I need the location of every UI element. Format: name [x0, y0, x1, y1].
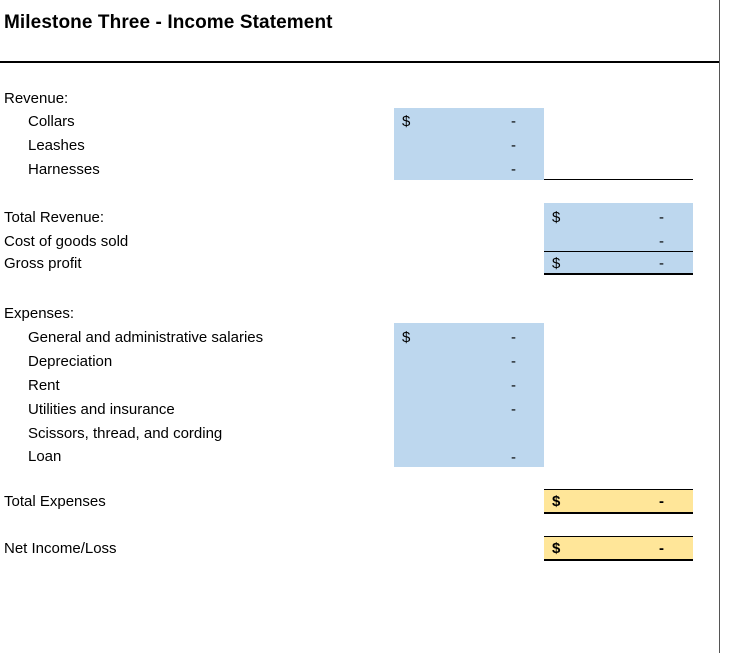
net-income-currency: $: [552, 540, 561, 557]
cogs-label: Cost of goods sold: [4, 233, 129, 250]
page-title: Milestone Three - Income Statement: [4, 12, 333, 33]
expense-utilities-value[interactable]: -: [511, 401, 516, 418]
expense-label-rent: Rent: [28, 377, 60, 394]
total-revenue-label: Total Revenue:: [4, 209, 105, 226]
total-revenue-currency: $: [552, 209, 561, 226]
revenue-underline: [544, 179, 693, 180]
expense-label-supplies: Scissors, thread, and cording: [28, 425, 223, 442]
total-expenses-bottom-border: [544, 512, 693, 514]
expense-rent-value[interactable]: -: [511, 377, 516, 394]
revenue-label-collars: Collars: [28, 113, 75, 130]
gross-profit-double-underline: [544, 273, 693, 275]
revenue-leashes-value[interactable]: -: [511, 137, 516, 154]
total-expenses-value[interactable]: -: [659, 493, 664, 510]
gross-profit-label: Gross profit: [4, 255, 82, 272]
expense-salaries-value[interactable]: -: [511, 329, 516, 346]
gross-profit-currency: $: [552, 255, 561, 272]
revenue-collars-value[interactable]: -: [511, 113, 516, 130]
expense-label-depreciation: Depreciation: [28, 353, 113, 370]
revenue-collars-currency: $: [402, 113, 411, 130]
total-expenses-cell[interactable]: [544, 489, 693, 513]
revenue-label-leashes: Leashes: [28, 137, 85, 154]
gross-profit-value[interactable]: -: [659, 255, 664, 272]
net-income-value[interactable]: -: [659, 540, 664, 557]
total-expenses-currency: $: [552, 493, 561, 510]
net-income-cell[interactable]: [544, 536, 693, 560]
total-expenses-top-border: [544, 489, 693, 490]
revenue-label-harnesses: Harnesses: [28, 161, 100, 178]
expense-label-loan: Loan: [28, 448, 62, 465]
expense-depreciation-value[interactable]: -: [511, 353, 516, 370]
expenses-input-cells[interactable]: [394, 323, 544, 467]
expenses-header: Expenses:: [4, 305, 75, 322]
totals-input-cells[interactable]: [544, 203, 693, 275]
total-expenses-label: Total Expenses: [4, 493, 106, 510]
net-income-label: Net Income/Loss: [4, 540, 117, 557]
title-divider: [0, 61, 719, 63]
net-income-top-border: [544, 536, 693, 537]
cogs-value[interactable]: -: [659, 233, 664, 250]
expense-label-salaries: General and administrative salaries: [28, 329, 264, 346]
expense-salaries-currency: $: [402, 329, 411, 346]
expense-label-utilities: Utilities and insurance: [28, 401, 175, 418]
revenue-input-cells[interactable]: [394, 108, 544, 180]
expense-loan-value[interactable]: -: [511, 449, 516, 466]
total-revenue-value[interactable]: -: [659, 209, 664, 226]
revenue-harnesses-value[interactable]: -: [511, 161, 516, 178]
net-income-bottom-border: [544, 559, 693, 561]
cogs-underline: [544, 251, 693, 252]
revenue-header: Revenue:: [4, 90, 69, 107]
